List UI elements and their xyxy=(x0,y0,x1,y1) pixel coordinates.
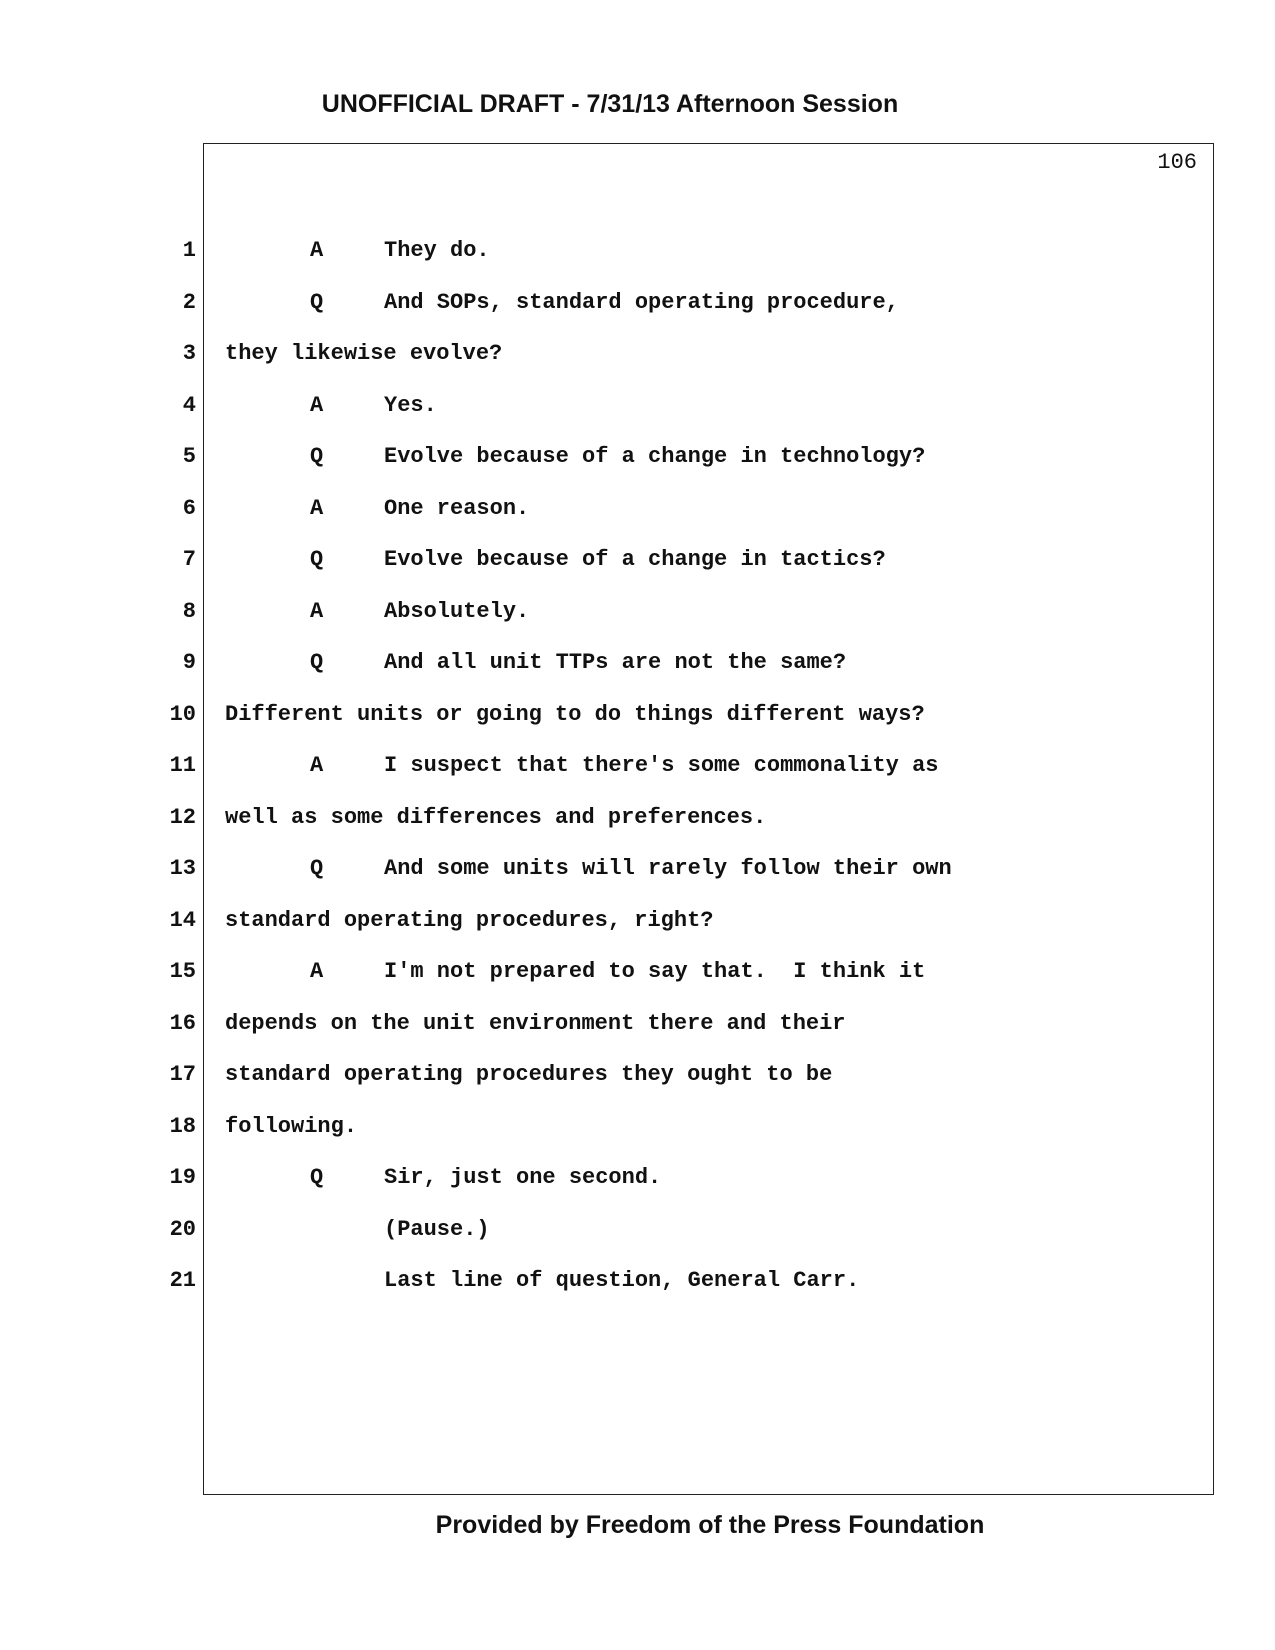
line-number: 19 xyxy=(169,1165,196,1190)
line-text: Evolve because of a change in technology? xyxy=(384,444,926,469)
line-number: 16 xyxy=(169,1010,196,1036)
speaker-label: A xyxy=(310,959,324,984)
transcript-line xyxy=(0,393,1275,423)
line-text: Sir, just one second. xyxy=(384,1165,662,1190)
line-number: 2 xyxy=(182,289,196,315)
line-number: 7 xyxy=(182,547,196,572)
line-text: And some units will rarely follow their own xyxy=(384,856,952,881)
speaker-label: Q xyxy=(310,1165,324,1190)
line-number: 11 xyxy=(169,753,196,778)
line-text: And SOPs, standard operating procedure, xyxy=(384,289,899,315)
transcript-line xyxy=(0,599,1275,629)
line-number: 9 xyxy=(182,650,196,675)
speaker-label: A xyxy=(310,392,324,418)
transcript-line xyxy=(0,547,1275,577)
line-number: 1 xyxy=(182,238,196,263)
transcript-line xyxy=(0,753,1275,783)
speaker-label: Q xyxy=(310,650,324,675)
speaker-label: Q xyxy=(310,547,324,572)
line-number: 5 xyxy=(182,444,196,469)
line-number: 10 xyxy=(169,701,196,727)
line-text: (Pause.) xyxy=(384,1216,490,1242)
line-text: I suspect that there's some commonality as xyxy=(384,753,939,778)
line-number: 14 xyxy=(169,907,196,933)
speaker-label: A xyxy=(310,238,324,263)
page-number: 106 xyxy=(1157,150,1197,175)
line-text: Last line of question, General Carr. xyxy=(384,1268,860,1293)
transcript-line xyxy=(0,908,1275,938)
line-number: 20 xyxy=(169,1216,196,1242)
speaker-label: Q xyxy=(310,289,324,315)
transcript-line xyxy=(0,444,1275,474)
line-text: Yes. xyxy=(384,392,437,418)
transcript-line xyxy=(0,238,1275,268)
line-text: standard operating procedures they ought to be xyxy=(225,1062,833,1087)
line-number: 3 xyxy=(182,341,196,366)
transcript-line xyxy=(0,496,1275,526)
line-number: 8 xyxy=(182,598,196,624)
line-number: 4 xyxy=(182,392,196,418)
speaker-label: Q xyxy=(310,444,324,469)
line-text: following. xyxy=(225,1113,358,1139)
line-number: 13 xyxy=(169,856,196,881)
line-number: 6 xyxy=(182,495,196,521)
speaker-label: Q xyxy=(310,856,324,881)
transcript-line xyxy=(0,341,1275,371)
document-header: UNOFFICIAL DRAFT - 7/31/13 Afternoon Session xyxy=(321,90,899,118)
speaker-label: A xyxy=(310,753,324,778)
document-footer: Provided by Freedom of the Press Foundation xyxy=(435,1511,985,1539)
transcript-line xyxy=(0,1268,1275,1298)
transcript-line xyxy=(0,1165,1275,1195)
line-text: Evolve because of a change in tactics? xyxy=(384,547,886,572)
transcript-line xyxy=(0,1114,1275,1144)
line-text: One reason. xyxy=(384,495,530,521)
transcript-line xyxy=(0,1217,1275,1247)
transcript-line xyxy=(0,1011,1275,1041)
speaker-label: A xyxy=(310,598,324,624)
speaker-label: A xyxy=(310,495,324,521)
line-text: I'm not prepared to say that. I think it xyxy=(384,959,926,984)
line-text: they likewise evolve? xyxy=(225,341,503,366)
transcript-line xyxy=(0,959,1275,989)
line-number: 12 xyxy=(169,804,196,830)
transcript-line xyxy=(0,805,1275,835)
transcript-line xyxy=(0,856,1275,886)
line-text: well as some differences and preferences. xyxy=(225,804,767,830)
line-text: depends on the unit environment there and their xyxy=(225,1010,846,1036)
transcript-line xyxy=(0,290,1275,320)
line-text: They do. xyxy=(384,238,490,263)
line-text: And all unit TTPs are not the same? xyxy=(384,650,847,675)
line-text: Absolutely. xyxy=(384,598,530,624)
line-text: standard operating procedures, right? xyxy=(225,907,714,933)
transcript-line xyxy=(0,702,1275,732)
line-number: 21 xyxy=(169,1268,196,1293)
line-number: 15 xyxy=(169,959,196,984)
line-number: 17 xyxy=(169,1062,196,1087)
transcript-line xyxy=(0,1062,1275,1092)
transcript-line xyxy=(0,650,1275,680)
line-text: Different units or going to do things different ways? xyxy=(225,701,925,727)
line-number: 18 xyxy=(169,1113,196,1139)
